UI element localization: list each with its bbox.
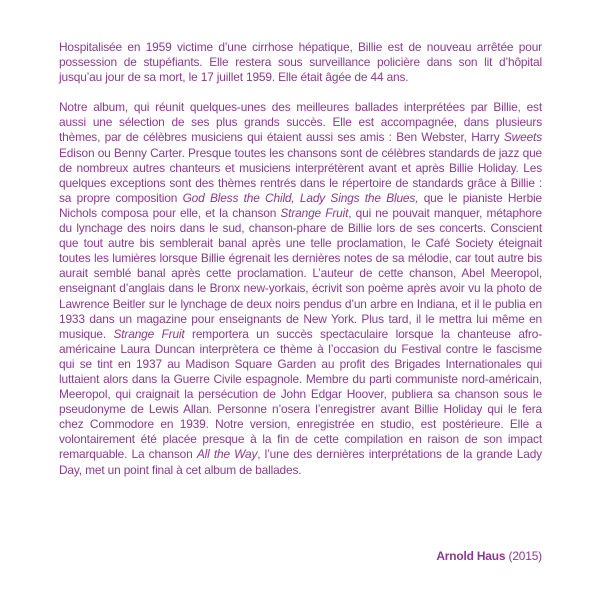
signature: [436, 549, 542, 564]
italic-song-title: Strange Fruit: [280, 205, 349, 220]
text-segment: Edison ou Benny Carter. Presque toutes les chansons sont de célèbres standards de jazz que de nombreux autres chanteurs et musiciens interprétèrent avant et après Billie Holiday. Les quelques exceptions sont des thèmes rentrés dans le répertoire de standards grâce à Billie : sa propre composition: [59, 145, 542, 205]
text-segment: , qui ne pouvait manquer, métaphore du lynchage des noirs dans le sud, chanson-phare de Billie lors de ses concerts. Conscient que tout autre bis semblerait banal après une telle proclamation, le Café Society éteignait toutes les lumières lorsque Billie égrenait les dernières notes de sa mélodie, car tout autre bis aurait semblé banal après cette proclamation. L’auteur de cette chanson, Abel Meeropol, enseignant d’anglais dans le Bronx new-yorkais, écrivit son poème après avoir vu la photo de Lawrence Beitler sur le lynchage de deux noirs pendus d’un arbre en Indiana, et il le publia en 1933 dans un magazine pour enseignants de New York. Plus tard, il le mettra lui même en musique.: [59, 205, 543, 341]
text-segment: remportera un succès spectaculaire lorsque la chanteuse afro-américaine Laura Duncan interprètera ce thème à l’occasion du Festival contre le fascisme qui se tint en 1937 au Madison Square Garden au profit des Brigades Internationales qui luttaient alors dans la Guerre Civile espagnole. Membre du parti communiste nord-américain, Meeropol, qui craignait la persécution de John Edgar Hoover, publiera sa chanson sous le pseudonyme de Lewis Allan. Personne n’osera l’enregistrer avant Billie Holiday qui le fera chez Commodore en 1939. Notre version, enregistrée en studio, est postérieure. Elle a volontairement été placée presque à la fin de cette compilation en raison de son impact remarquable. La chanson: [59, 326, 543, 462]
text-segment: , l’une des dernières interprétations de la grande Lady Day, met un point final à cet album de ballades.: [59, 447, 542, 477]
italic-song-title: Strange Fruit: [113, 326, 185, 341]
text-segment: Hospitalisée en 1959 victime d’une cirrhose hépatique, Billie est de nouveau arrêtée pour possession de stupéfiants. Elle restera sous surveillance policière dans son lit d’hôpital jusqu’au jour de sa mort, le 17 juillet 1959. Elle était âgée de 44 ans.: [59, 40, 542, 85]
paragraph-hospitalisation: [59, 40, 542, 85]
italic-nickname: Sweets: [503, 130, 542, 145]
signature-author: Arnold Haus: [436, 549, 506, 563]
text-segment: Notre album, qui réunit quelques-unes des meilleures ballades interprétées par Billie, est aussi une sélection de ses plus grands succès. Elle est accompagnée, dans plusieurs thèmes, par de célèbres musiciens qui étaient aussi ses amis : Ben Webster, Harry: [59, 100, 542, 145]
paragraph-album-description: [59, 100, 542, 477]
text-segment: que le pianiste Herbie Nichols composa pour elle, et la chanson: [59, 190, 542, 220]
signature-year: (2015): [505, 549, 542, 563]
italic-song-title: All the Way: [196, 447, 258, 462]
italic-song-titles: God Bless the Child, Lady Sings the Blues,: [182, 190, 419, 205]
